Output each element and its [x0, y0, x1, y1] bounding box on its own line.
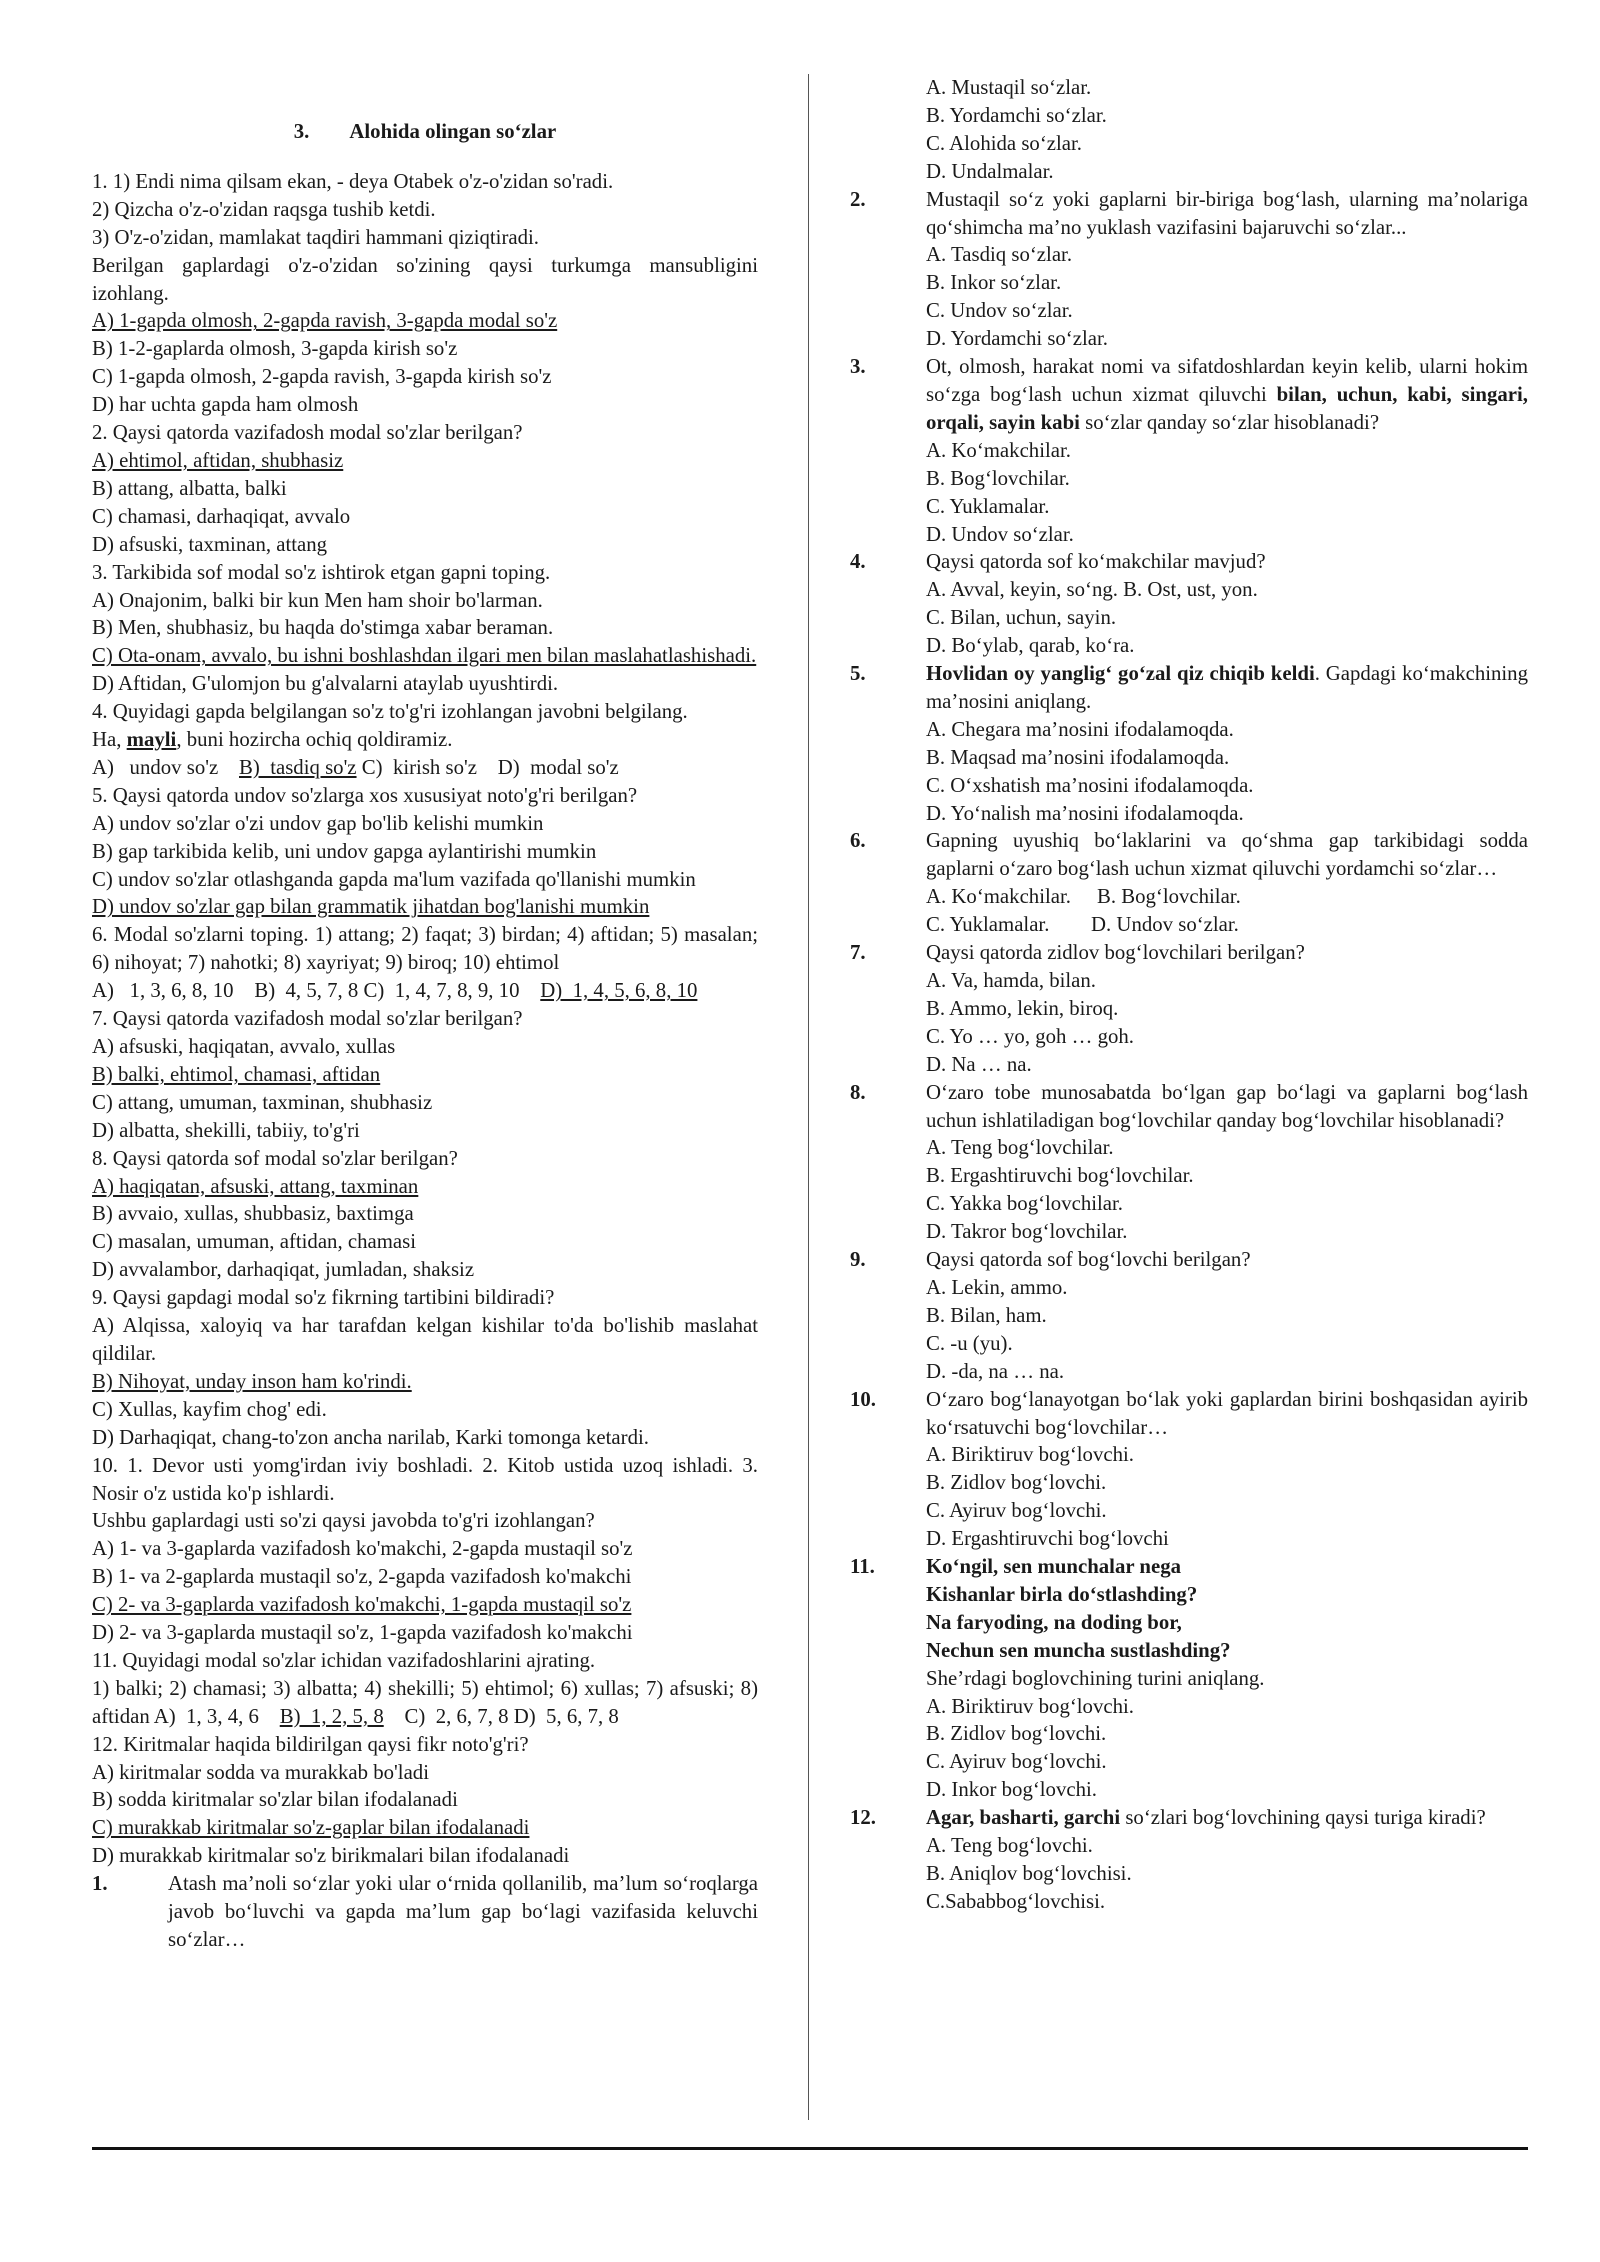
q3-option-b: B) Men, shubhasiz, bu haqda do'stimga xabar beraman. — [92, 616, 554, 640]
left-question-12 — [92, 1731, 758, 1871]
q6-options — [92, 977, 758, 1005]
q11-list-end: C) 2, 6, 7, 8 D) 5, 6, 7, 8 — [383, 1704, 619, 1728]
r4-option-a-b: A. Avval, keyin, so‘ng. B. Ost, ust, yon. — [926, 578, 1258, 602]
right-question-6 — [850, 827, 1528, 939]
r11-poem-line-4: Nechun sen muncha sustlashding? — [926, 1638, 1231, 1662]
r7-option-d: D. Na … na. — [926, 1052, 1032, 1076]
q8-option-b: B) avvaio, xullas, shubbasiz, baxtimga — [92, 1202, 414, 1226]
right-question-5 — [850, 660, 1528, 827]
q11-list-start: 1) balki; 2) chamasi; 3) albatta; 4) shekilli; 5) ehtimol; 6) xullas; 7) afsuski; 8) aftidan A) 1, 3, 4, 6 — [92, 1676, 764, 1728]
q3-option-c-answer: C) Ota-onam, avvalo, bu ishni boshlashdan ilgari men bilan maslahatlashishadi. — [92, 644, 757, 668]
r11-text: She’rdagi boglovchining turini aniqlang. — [926, 1666, 1265, 1690]
q7-option-c: C) attang, umuman, taxminan, shubhasiz — [92, 1090, 433, 1114]
r9-option-d: D. -da, na … na. — [926, 1359, 1065, 1383]
r3-text-start: Ot, olmosh, harakat nomi va sifatdoshlardan keyin kelib, ularni hokim so‘zga bog‘lash uchun xizmat qiluvchi — [926, 355, 1528, 406]
r10-option-a: A. Biriktiruv bog‘lovchi. — [926, 1443, 1134, 1467]
q8-option-c: C) masalan, umuman, aftidan, chamasi — [92, 1230, 416, 1254]
r8-number: 8. — [850, 1080, 866, 1104]
q10-stem: 10. 1. Devor usti yomg'irdan iviy boshladi. 2. Kitob ustida uzoq ishladi. 3. Nosir o'z ustida ko'p ishlardi. — [92, 1453, 758, 1505]
r5-text-bold: Hovlidan oy yanglig‘ go‘zal qiz chiqib keldi — [926, 662, 1315, 686]
r2-number: 2. — [850, 187, 866, 211]
q4-sentence-end: , buni hozircha ochiq qoldiramiz. — [176, 728, 453, 752]
r12-option-b: B. Aniqlov bog‘lovchisi. — [926, 1862, 1132, 1885]
q4-options — [92, 754, 758, 782]
r10-option-b: B. Zidlov bog‘lovchi. — [926, 1471, 1107, 1495]
q4-option-a: A) undov so'z — [92, 755, 239, 779]
q7-option-d: D) albatta, shekilli, tabiiy, to'g'ri — [92, 1118, 360, 1142]
q13-number: 1. — [92, 1872, 108, 1896]
r6-text: Gapning uyushiq bo‘laklarini va qo‘shma gap tarkibidagi sodda gaplarni o‘zaro bog‘lash uchun xizmat qiluvchi yordamchi so‘zlar… — [926, 829, 1528, 881]
q4-option-c-d: C) kirish so'z D) modal so'z — [356, 755, 619, 779]
r11-poem-line-1: Ko‘ngil, sen munchalar nega — [926, 1555, 1181, 1579]
section-title-text: Alohida olingan so‘zlar — [349, 120, 557, 143]
q7-stem: 7. Qaysi qatorda vazifadosh modal so'zlar berilgan? — [92, 1007, 523, 1031]
q1-option-d: D) har uchta gapda ham olmosh — [92, 393, 359, 417]
right-question-4 — [850, 548, 1528, 660]
q5-option-c: C) undov so'zlar otlashganda gapda ma'lum vazifada qo'llanishi mumkin — [92, 867, 696, 891]
r12-text-bold: Agar, basharti, garchi — [926, 1806, 1121, 1830]
column-divider — [808, 74, 809, 2120]
right-question-12 — [850, 1804, 1528, 1916]
q1-line-1: 1. 1) Endi nima qilsam ekan, - deya Otabek o'z-o'zidan so'radi. — [92, 169, 614, 193]
q2-option-b: B) attang, albatta, balki — [92, 476, 287, 500]
q11-option-b-answer: B) 1, 2, 5, 8 — [279, 1704, 384, 1728]
left-question-11 — [92, 1647, 764, 1731]
r8-option-b: B. Ergashtiruvchi bog‘lovchilar. — [926, 1164, 1194, 1188]
r9-number: 9. — [850, 1248, 866, 1272]
q1-line-3: 3) O'z-o'zidan, mamlakat taqdiri hammani qiziqtiradi. — [92, 225, 539, 249]
r10-text: O‘zaro bog‘lanayotgan bo‘lak yoki gaplardan birini boshqasidan ayirib ko‘rsatuvchi bog‘lovchilar… — [926, 1387, 1528, 1439]
q12-option-c-answer: C) murakkab kiritmalar so'z-gaplar bilan ifodalanadi — [92, 1816, 530, 1840]
left-question-6 — [92, 921, 758, 1005]
left-column — [92, 74, 764, 1954]
r8-option-a: A. Teng bog‘lovchilar. — [926, 1136, 1114, 1160]
r11-option-c: C. Ayiruv bog‘lovchi. — [926, 1750, 1107, 1774]
r5-option-b: B. Maqsad ma’nosini ifodalamoqda. — [926, 745, 1230, 769]
r11-poem-line-2: Kishanlar birla do‘stlashding? — [926, 1582, 1198, 1606]
q13-text: Atash ma’noli so‘zlar yoki ular o‘rnida qollanilib, ma’lum so‘roqlarga javob bo‘luvchi va gapda ma’lum gap bo‘lagi vazifasida keluvchi so‘zlar… — [168, 1872, 758, 1951]
r12-option-c: C.Sababbog‘lovchisi. — [926, 1889, 1106, 1913]
r3-number: 3. — [850, 355, 866, 379]
r10-number: 10. — [850, 1387, 876, 1411]
q6-stem: 6. Modal so'zlarni toping. 1) attang; 2) faqat; 3) birdan; 4) aftidan; 5) masalan; 6) nihoyat; 7) nahotki; 8) xayriyat; 9) biroq; 10) ehtimol — [92, 923, 758, 975]
q10-stem-2: Ushbu gaplardagi usti so'zi qaysi javobda to'g'ri izohlangan? — [92, 1509, 595, 1533]
r8-option-d: D. Takror bog‘lovchilar. — [926, 1220, 1128, 1244]
right-q1-options — [850, 74, 1528, 186]
q2-option-c: C) chamasi, darhaqiqat, avvalo — [92, 504, 351, 528]
section-title — [92, 118, 758, 146]
r5-option-c: C. O‘xshatish ma’nosini ifodalamoqda. — [926, 773, 1254, 797]
r12-number: 12. — [850, 1806, 876, 1830]
q5-stem: 5. Qaysi qatorda undov so'zlarga xos xususiyat noto'g'ri berilgan? — [92, 783, 638, 807]
r11-poem-line-3: Na faryoding, na doding bor, — [926, 1610, 1182, 1634]
r2-option-c: C. Undov so‘zlar. — [926, 299, 1073, 323]
r7-option-c: C. Yo … yo, goh … goh. — [926, 1024, 1135, 1048]
r6-option-c-d: C. Yuklamalar. D. Undov so‘zlar. — [926, 913, 1239, 937]
r2-option-d: D. Yordamchi so‘zlar. — [926, 327, 1108, 351]
left-question-3 — [92, 559, 758, 699]
q12-option-d: D) murakkab kiritmalar so'z birikmalari bilan ifodalanadi — [92, 1844, 570, 1868]
r11-number: 11. — [850, 1555, 875, 1579]
r1-option-d: D. Undalmalar. — [926, 159, 1054, 183]
r8-text: O‘zaro tobe munosabatda bo‘lgan gap bo‘lagi va gaplarni bog‘lash uchun ishlatiladigan bog‘lovchilar qanday bog‘lovchilar hisoblanadi? — [926, 1080, 1528, 1132]
r10-option-d: D. Ergashtiruvchi bog‘lovchi — [926, 1527, 1169, 1551]
q1-option-a-answer: A) 1-gapda olmosh, 2-gapda ravish, 3-gapda modal so'z — [92, 309, 558, 333]
q9-option-d: D) Darhaqiqat, chang-to'zon ancha narilab, Karki tomonga ketardi. — [92, 1425, 649, 1449]
q4-sentence — [92, 726, 758, 754]
q9-option-a: A) Alqissa, xaloyiq va har tarafdan kelgan kishilar to'da bo'lishib maslahat qildilar. — [92, 1314, 758, 1365]
q5-option-d-answer: D) undov so'zlar gap bilan grammatik jihatdan bog'lanishi mumkin — [92, 895, 650, 919]
left-question-5 — [92, 782, 758, 922]
r3-option-a: A. Ko‘makchilar. — [926, 438, 1071, 462]
r7-option-a: A. Va, hamda, bilan. — [926, 969, 1096, 992]
r5-text — [926, 660, 1528, 716]
r7-option-b: B. Ammo, lekin, biroq. — [926, 996, 1119, 1020]
r4-option-d: D. Bo‘ylab, qarab, ko‘ra. — [926, 634, 1135, 658]
q9-stem: 9. Qaysi gapdagi modal so'z fikrning tartibini bildiradi? — [92, 1286, 555, 1310]
q8-stem: 8. Qaysi qatorda sof modal so'zlar berilgan? — [92, 1146, 458, 1170]
r3-text-bold: bilan, uchun, kabi, singari, orqali, sayin kabi — [926, 382, 1528, 434]
r9-option-c: C. -u (yu). — [926, 1331, 1013, 1355]
r3-option-d: D. Undov so‘zlar. — [926, 522, 1074, 546]
q5-option-a: A) undov so'zlar o'zi undov gap bo'lib kelishi mumkin — [92, 811, 544, 835]
q10-option-c-answer: C) 2- va 3-gaplarda vazifadosh ko'makchi, 1-gapda mustaqil so'z — [92, 1593, 632, 1617]
r11-option-d: D. Inkor bog‘lovchi. — [926, 1778, 1097, 1802]
r5-text-end: . Gapdagi ko‘makchining ma’nosini aniqlang. — [926, 662, 1528, 713]
q10-option-a: A) 1- va 3-gaplarda vazifadosh ko'makchi, 2-gapda mustaqil so'z — [92, 1537, 633, 1561]
r2-option-b: B. Inkor so‘zlar. — [926, 271, 1062, 295]
q10-option-b: B) 1- va 2-gaplarda mustaqil so'z, 2-gapda vazifadosh ko'makchi — [92, 1565, 632, 1589]
q1-option-c: C) 1-gapda olmosh, 2-gapda ravish, 3-gapda kirish so'z — [92, 365, 552, 389]
r5-option-a: A. Chegara ma’nosini ifodalamoqda. — [926, 717, 1234, 741]
left-question-1 — [92, 168, 758, 419]
left-question-8 — [92, 1145, 758, 1285]
right-question-8 — [850, 1079, 1528, 1246]
right-question-11 — [850, 1553, 1528, 1804]
r10-option-c: C. Ayiruv bog‘lovchi. — [926, 1499, 1107, 1523]
r12-option-a: A. Teng bog‘lovchi. — [926, 1834, 1093, 1858]
left-question-13 — [92, 1870, 758, 1954]
r11-option-a: A. Biriktiruv bog‘lovchi. — [926, 1694, 1134, 1718]
q1-line-2: 2) Qizcha o'z-o'zidan raqsga tushib ketdi. — [92, 197, 436, 221]
right-question-7 — [850, 939, 1528, 1079]
right-question-2 — [850, 186, 1528, 353]
r4-text: Qaysi qatorda sof ko‘makchilar mavjud? — [926, 550, 1266, 574]
left-question-7 — [92, 1005, 758, 1145]
r12-text-end: so‘zlari bog‘lovchining qaysi turiga kiradi? — [1120, 1806, 1486, 1830]
q3-option-d: D) Aftidan, G'ulomjon bu g'alvalarni ataylab uyushtirdi. — [92, 672, 559, 696]
q1-stem: Berilgan gaplardagi o'z-o'zidan so'zining qaysi turkumga mansubligini izohlang. — [92, 253, 758, 305]
bottom-rule — [92, 2147, 1528, 2150]
q7-option-b-answer: B) balki, ehtimol, chamasi, aftidan — [92, 1062, 381, 1086]
r9-text: Qaysi qatorda sof bog‘lovchi berilgan? — [926, 1248, 1251, 1272]
q8-option-d: D) avvalambor, darhaqiqat, jumladan, shaksiz — [92, 1258, 475, 1282]
left-question-10 — [92, 1452, 758, 1647]
r5-number: 5. — [850, 662, 866, 686]
q5-option-b: B) gap tarkibida kelib, uni undov gapga aylantirishi mumkin — [92, 839, 597, 863]
q2-option-d: D) afsuski, taxminan, attang — [92, 532, 328, 556]
r9-option-b: B. Bilan, ham. — [926, 1303, 1047, 1327]
q10-option-d: D) 2- va 3-gaplarda mustaqil so'z, 1-gapda vazifadosh ko'makchi — [92, 1621, 633, 1645]
r2-option-a: A. Tasdiq so‘zlar. — [926, 243, 1073, 267]
r7-text: Qaysi qatorda zidlov bog‘lovchilari berilgan? — [926, 941, 1305, 965]
r4-option-c: C. Bilan, uchun, sayin. — [926, 606, 1117, 630]
q4-option-b-answer: B) tasdiq so'z — [239, 755, 357, 779]
r3-text — [926, 353, 1528, 437]
r11-option-b: B. Zidlov bog‘lovchi. — [926, 1722, 1107, 1746]
right-question-3 — [850, 353, 1528, 548]
q8-option-a-answer: A) haqiqatan, afsuski, attang, taxminan — [92, 1174, 419, 1198]
section-number: 3. — [293, 120, 310, 143]
q3-stem: 3. Tarkibida sof modal so'z ishtirok etgan gapni toping. — [92, 560, 551, 584]
right-column — [850, 74, 1528, 1916]
q2-option-a-answer: A) ehtimol, aftidan, shubhasiz — [92, 448, 344, 472]
right-question-10 — [850, 1386, 1528, 1553]
q6-options-a-c: A) 1, 3, 6, 8, 10 B) 4, 5, 7, 8 C) 1, 4, 7, 8, 9, 10 — [92, 979, 541, 1003]
r6-number: 6. — [850, 829, 866, 853]
r3-text-end: so‘zlar qanday so‘zlar hisoblanadi? — [1079, 410, 1380, 434]
q4-marked-word: mayli — [126, 728, 177, 752]
q4-stem: 4. Quyidagi gapda belgilangan so'z to'g'ri izohlangan javobni belgilang. — [92, 700, 688, 724]
r2-text: Mustaqil so‘z yoki gaplarni bir-biriga bog‘lash, ularning ma’nolariga qo‘shimcha ma’no yuklash vazifasini bajaruvchi so‘zlar... — [926, 187, 1528, 239]
r12-text — [926, 1804, 1528, 1832]
r1-option-b: B. Yordamchi so‘zlar. — [926, 103, 1107, 127]
left-question-2 — [92, 419, 758, 559]
q11-stem: 11. Quyidagi modal so'zlar ichidan vazifadoshlarini ajrating. — [92, 1648, 596, 1672]
r7-number: 7. — [850, 941, 866, 965]
r3-option-b: B. Bog‘lovchilar. — [926, 466, 1070, 490]
r1-option-c: C. Alohida so‘zlar. — [926, 131, 1082, 155]
r5-option-d: D. Yo‘nalish ma’nosini ifodalamoqda. — [926, 801, 1244, 825]
q3-option-a: A) Onajonim, balki bir kun Men ham shoir bo'larman. — [92, 588, 543, 612]
q4-sentence-start: Ha, — [92, 728, 127, 752]
q12-stem: 12. Kiritmalar haqida bildirilgan qaysi fikr noto'g'ri? — [92, 1732, 529, 1756]
q12-option-a: A) kiritmalar sodda va murakkab bo'ladi — [92, 1760, 429, 1784]
q12-option-b: B) sodda kiritmalar so'zlar bilan ifodalanadi — [92, 1788, 458, 1812]
r8-option-c: C. Yakka bog‘lovchilar. — [926, 1192, 1123, 1216]
r1-option-a: A. Mustaqil so‘zlar. — [926, 76, 1092, 99]
q1-option-b: B) 1-2-gaplarda olmosh, 3-gapda kirish so'z — [92, 337, 458, 361]
q2-stem: 2. Qaysi qatorda vazifadosh modal so'zlar berilgan? — [92, 421, 523, 445]
left-question-4 — [92, 698, 758, 782]
r4-number: 4. — [850, 550, 866, 574]
left-question-9 — [92, 1284, 758, 1451]
r6-option-a-b: A. Ko‘makchilar. B. Bog‘lovchilar. — [926, 885, 1241, 909]
q7-option-a: A) afsuski, haqiqatan, avvalo, xullas — [92, 1035, 396, 1058]
r9-option-a: A. Lekin, ammo. — [926, 1275, 1068, 1299]
q9-option-b-answer: B) Nihoyat, unday inson ham ko'rindi. — [92, 1369, 412, 1393]
right-question-9 — [850, 1246, 1528, 1386]
q9-option-c: C) Xullas, kayfim chog' edi. — [92, 1397, 327, 1421]
q6-option-d-answer: D) 1, 4, 5, 6, 8, 10 — [540, 979, 698, 1003]
q11-list — [92, 1675, 764, 1731]
r3-option-c: C. Yuklamalar. — [926, 494, 1050, 518]
